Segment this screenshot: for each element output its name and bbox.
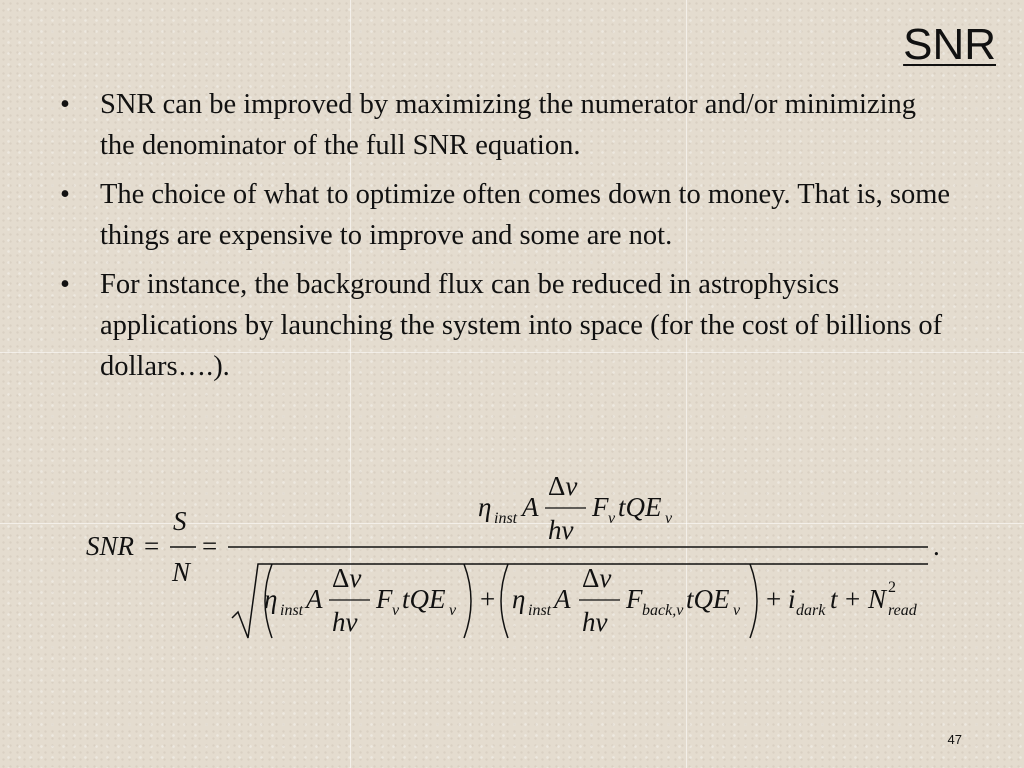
svg-text:ν: ν — [449, 602, 457, 619]
svg-text:ν: ν — [392, 602, 400, 619]
svg-text:inst: inst — [494, 510, 518, 527]
svg-text:inst: inst — [528, 602, 552, 619]
svg-text:Δν: Δν — [582, 563, 612, 593]
svg-text:tQE: tQE — [686, 584, 730, 614]
svg-text:Δν: Δν — [332, 563, 362, 593]
svg-text:A: A — [522, 492, 539, 522]
svg-text:tQE: tQE — [402, 584, 446, 614]
page-number: 47 — [947, 732, 962, 747]
bullet-list — [58, 84, 953, 395]
svg-text:A: A — [306, 584, 323, 614]
svg-text:hν: hν — [548, 515, 574, 545]
svg-text:S: S — [173, 506, 187, 536]
svg-text:A: A — [554, 584, 571, 614]
svg-text:dark: dark — [796, 602, 826, 619]
svg-text:+: + — [766, 584, 782, 614]
svg-text:hν: hν — [332, 607, 358, 637]
svg-text:ν: ν — [665, 510, 673, 527]
svg-text:+: + — [480, 584, 496, 614]
svg-text:hν: hν — [582, 607, 608, 637]
svg-text:=: = — [202, 531, 218, 561]
bullet-item: • The choice of what to optimize often comes down to money. That is, some things are expensive to improve and some are not. — [58, 174, 953, 256]
svg-text:SNR: SNR — [86, 531, 135, 561]
svg-text:+: + — [845, 584, 861, 614]
snr-equation — [80, 468, 960, 653]
svg-text:F: F — [376, 584, 393, 614]
svg-text:back,ν: back,ν — [642, 602, 684, 619]
svg-text:tQE: tQE — [618, 492, 662, 522]
svg-text:.: . — [933, 531, 940, 561]
svg-text:Δν: Δν — [548, 471, 578, 501]
svg-text:N: N — [172, 557, 191, 587]
slide-title: SNR — [903, 20, 996, 69]
svg-text:t: t — [830, 584, 838, 614]
svg-text:F: F — [592, 492, 609, 522]
bullet-item: • SNR can be improved by maximizing the numerator and/or minimizing the denominator of the full SNR equation. — [58, 84, 953, 166]
svg-text:inst: inst — [280, 602, 304, 619]
svg-text:ν: ν — [608, 510, 616, 527]
svg-text:η: η — [264, 584, 278, 614]
svg-text:η: η — [512, 584, 526, 614]
svg-text:=: = — [144, 531, 160, 561]
svg-text:F: F — [626, 584, 643, 614]
svg-text:read: read — [888, 602, 917, 619]
svg-text:i: i — [788, 584, 796, 614]
svg-text:ν: ν — [733, 602, 741, 619]
bullet-item: • For instance, the background flux can be reduced in astrophysics applications by launching the system into space (for the cost of billions of dollars….). — [58, 264, 953, 387]
svg-text:η: η — [478, 492, 492, 522]
svg-text:N: N — [868, 584, 887, 614]
svg-text:2: 2 — [888, 579, 896, 596]
